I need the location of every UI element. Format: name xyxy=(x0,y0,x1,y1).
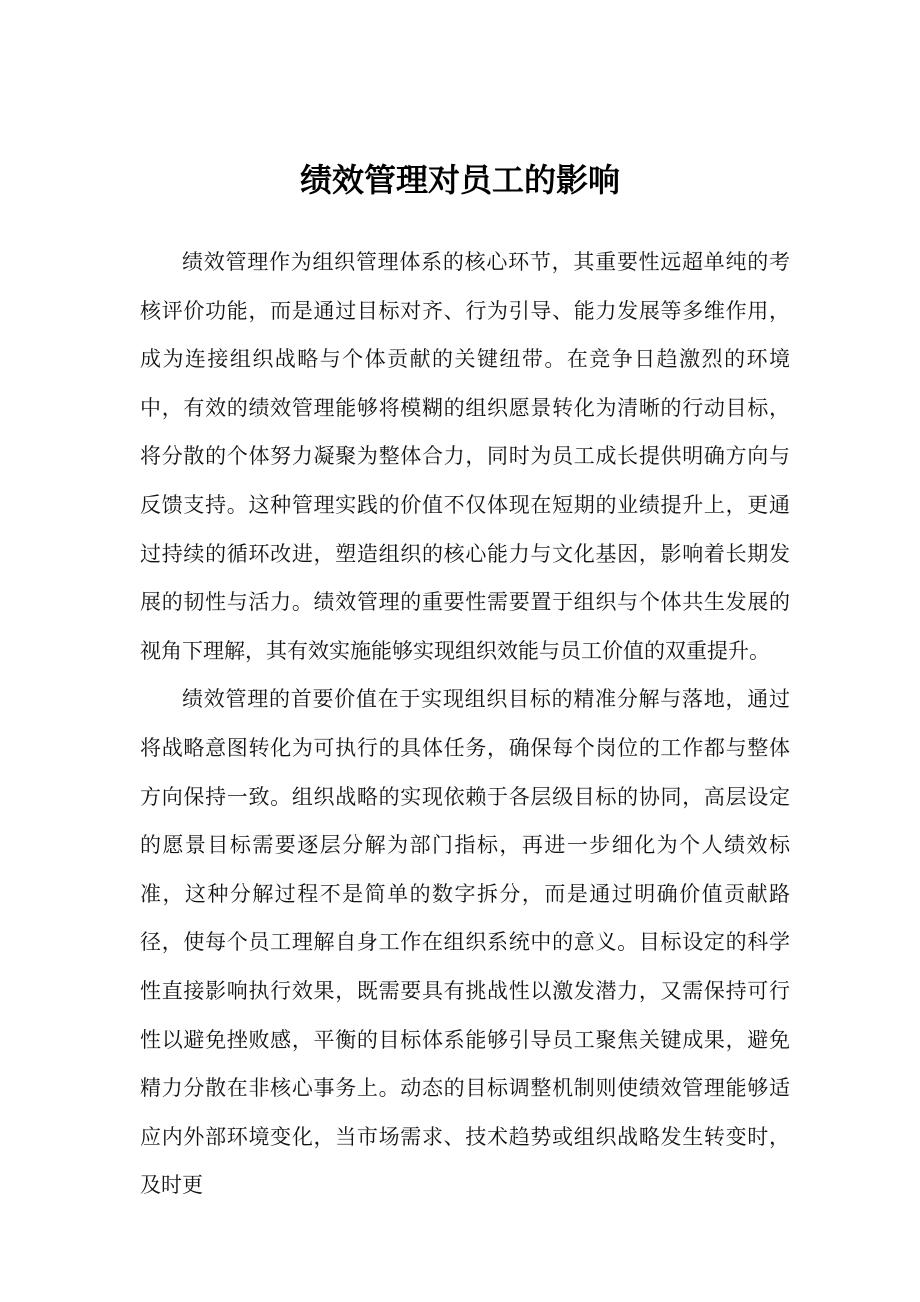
paragraph-1: 绩效管理作为组织管理体系的核心环节，其重要性远超单纯的考核评价功能，而是通过目标对齐、行为引导、能力发展等多维作用，成为连接组织战略与个体贡献的关键纽带。在竞争日趋激烈的环境中，有效的绩效管理能够将模糊的组织愿景转化为清晰的行动目标，将分散的个体努力凝聚为整体合力，同时为员工成长提供明确方向与反馈支持。这种管理实践的价值不仅体现在短期的业绩提升上，更通过持续的循环改进，塑造组织的核心能力与文化基因，影响着长期发展的韧性与活力。绩效管理的重要性需要置于组织与个体共生发展的视角下理解，其有效实施能够实现组织效能与员工价值的双重提升。 xyxy=(140,250,790,663)
paragraph-2: 绩效管理的首要价值在于实现组织目标的精准分解与落地，通过将战略意图转化为可执行的具体任务，确保每个岗位的工作都与整体方向保持一致。组织战略的实现依赖于各层级目标的协同，高层设定的愿景目标需要逐层分解为部门指标，再进一步细化为个人绩效标准，这种分解过程不是简单的数字拆分，而是通过明确价值贡献路径，使每个员工理解自身工作在组织系统中的意义。目标设定的科学性直接影响执行效果，既需要具有挑战性以激发潜力，又需保持可行性以避免挫败感，平衡的目标体系能够引导员工聚焦关键成果，避免精力分散在非核心事务上。动态的目标调整机制则使绩效管理能够适应内外部环境变化，当市场需求、技术趋势或组织战略发生转变时，及时更 xyxy=(140,687,790,1198)
document-title: 绩效管理对员工的影响 xyxy=(299,161,620,199)
document-body xyxy=(140,238,790,1210)
